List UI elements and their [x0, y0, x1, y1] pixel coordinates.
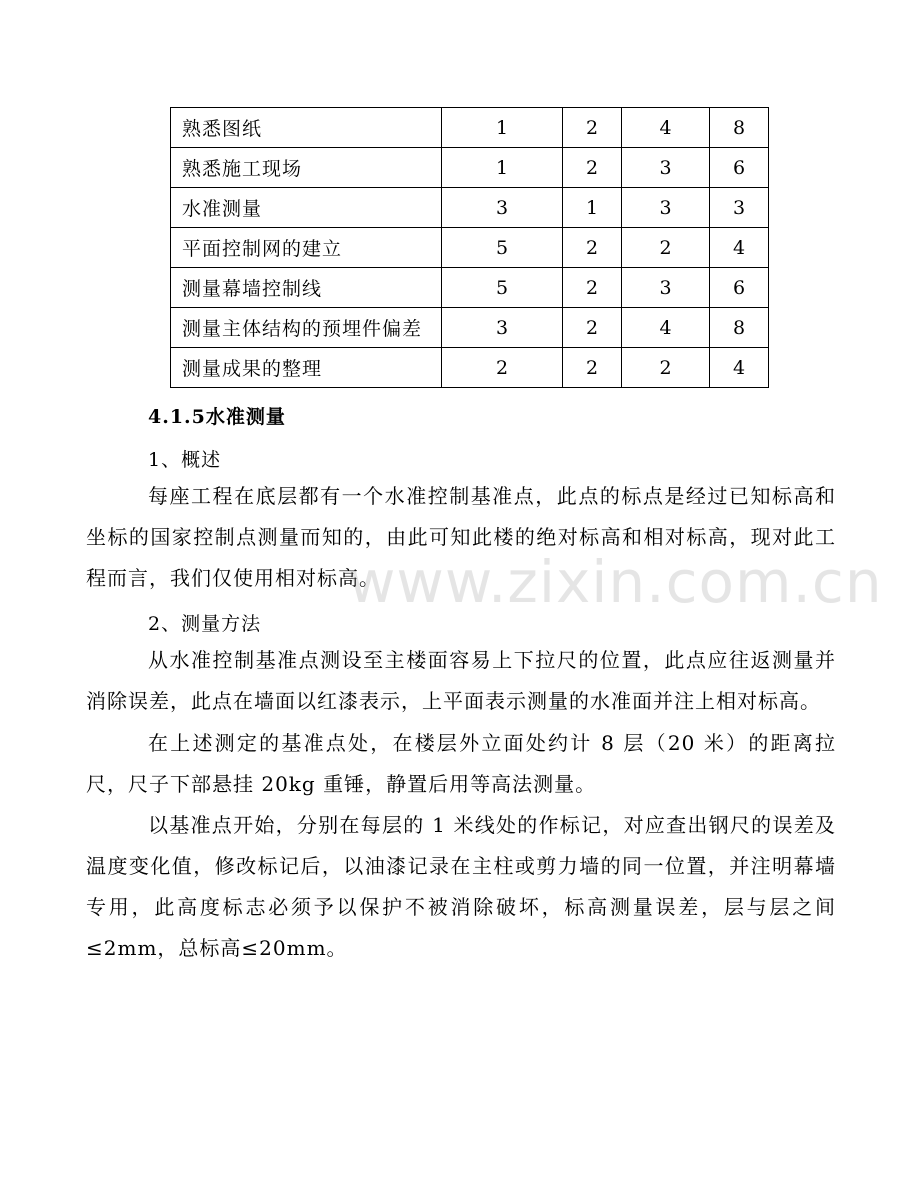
- task-table: [170, 107, 769, 388]
- task-name-cell: 熟悉图纸: [171, 108, 442, 148]
- value-cell: 6: [710, 268, 769, 308]
- section-heading: [148, 402, 286, 429]
- subsection-method: 2、测量方法: [148, 613, 262, 635]
- value-cell: 3: [442, 308, 563, 348]
- table-row: [171, 108, 769, 148]
- table-row: [171, 148, 769, 188]
- paragraph-method-3: 以基准点开始，分别在每层的 1 米线处的作标记，对应查出钢尺的误差及温度变化值，修改标记后，以油漆记录在主柱或剪力墙的同一位置，并注明幕墙专用，此高度标志必须予以保护不被消除破坏，标高测量误差，层与层之间≤2mm，总标高≤20mm。: [86, 813, 836, 960]
- task-name-cell: 测量幕墙控制线: [171, 268, 442, 308]
- value-cell: 2: [622, 348, 710, 388]
- task-name-cell: 测量主体结构的预埋件偏差: [171, 308, 442, 348]
- value-cell: 2: [563, 108, 622, 148]
- value-cell: 4: [710, 228, 769, 268]
- value-cell: 8: [710, 308, 769, 348]
- task-name-cell: 测量成果的整理: [171, 348, 442, 388]
- value-cell: 2: [563, 268, 622, 308]
- value-cell: 2: [563, 148, 622, 188]
- value-cell: 4: [622, 108, 710, 148]
- paragraph-method-1: 从水准控制基准点测设至主楼面容易上下拉尺的位置，此点应往返测量并消除误差，此点在墙面以红漆表示，上平面表示测量的水准面并注上相对标高。: [86, 648, 836, 713]
- value-cell: 5: [442, 268, 563, 308]
- value-cell: 1: [563, 188, 622, 228]
- value-cell: 1: [442, 108, 563, 148]
- section-title: 水准测量: [205, 406, 286, 428]
- value-cell: 2: [442, 348, 563, 388]
- table-row: [171, 228, 769, 268]
- value-cell: 4: [622, 308, 710, 348]
- value-cell: 1: [442, 148, 563, 188]
- value-cell: 2: [563, 308, 622, 348]
- task-name-cell: 水准测量: [171, 188, 442, 228]
- table-row: [171, 188, 769, 228]
- paragraph-overview: 每座工程在底层都有一个水准控制基准点，此点的标点是经过已知标高和坐标的国家控制点测量而知的，由此可知此楼的绝对标高和相对标高，现对此工程而言，我们仅使用相对标高。: [86, 484, 836, 590]
- task-name-cell: 平面控制网的建立: [171, 228, 442, 268]
- paragraph-method-2: 在上述测定的基准点处，在楼层外立面处约计 8 层（20 米）的距离拉尺，尺子下部悬挂 20kg 重锤，静置后用等高法测量。: [86, 731, 836, 796]
- watermark: www.zixin.com.cn: [348, 548, 883, 616]
- value-cell: 3: [622, 148, 710, 188]
- value-cell: 3: [622, 188, 710, 228]
- value-cell: 8: [710, 108, 769, 148]
- value-cell: 2: [622, 228, 710, 268]
- table-row: [171, 348, 769, 388]
- value-cell: 3: [710, 188, 769, 228]
- value-cell: 3: [622, 268, 710, 308]
- value-cell: 2: [563, 348, 622, 388]
- value-cell: 4: [710, 348, 769, 388]
- table-row: [171, 308, 769, 348]
- subsection-overview: 1、概述: [148, 449, 222, 471]
- value-cell: 2: [563, 228, 622, 268]
- value-cell: 3: [442, 188, 563, 228]
- value-cell: 5: [442, 228, 563, 268]
- value-cell: 6: [710, 148, 769, 188]
- table-row: [171, 268, 769, 308]
- task-name-cell: 熟悉施工现场: [171, 148, 442, 188]
- section-number: 4.1.5: [148, 406, 206, 428]
